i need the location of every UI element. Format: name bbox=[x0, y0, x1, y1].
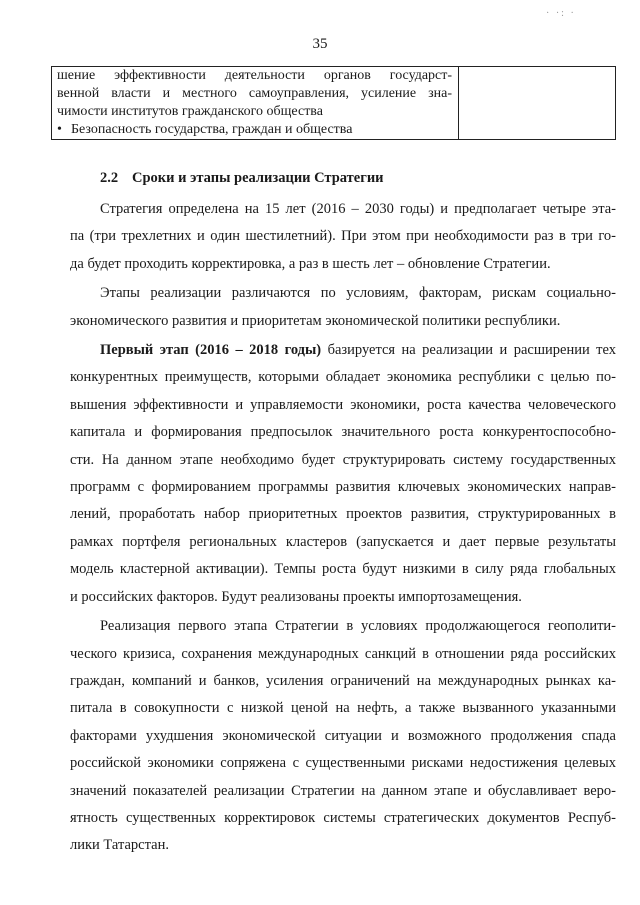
text-line: и российских факторов. Будут реализованы проекты импортозамещения. bbox=[70, 588, 522, 605]
section-number: 2.2 bbox=[100, 170, 119, 186]
paragraph-3 bbox=[70, 337, 616, 611]
text-line: лений, проработать набор приоритетных проектов развития, структурированных в bbox=[70, 506, 616, 523]
text-line: сти. На данном этапе необходимо будет структурировать систему государственных bbox=[70, 451, 616, 468]
text-line: капитала и формирования предпосылок значительного роста конкурентоспособно- bbox=[70, 424, 616, 441]
continuation-table bbox=[51, 66, 616, 140]
text-line: значений показателей реализации Стратегии на данном этапе и обуславливает веро- bbox=[70, 782, 616, 799]
page-number: 35 bbox=[312, 36, 328, 52]
text-line: да будет проходить корректировка, а раз в шесть лет – обновление Стратегии. bbox=[70, 255, 551, 272]
stage-label: Первый этап (2016 – 2018 годы) bbox=[100, 342, 322, 359]
paragraph-4 bbox=[70, 613, 616, 860]
table-cell-line: венной власти и местного самоуправления, усиление зна- bbox=[57, 86, 453, 101]
text-line: рамках портфеля региональных кластеров (запускается и дает первые результаты bbox=[70, 533, 616, 550]
table-cell-left bbox=[52, 67, 459, 140]
table-row bbox=[52, 67, 616, 140]
scan-speck: · ·: · bbox=[546, 8, 576, 19]
bullet-text: Безопасность государства, граждан и общества bbox=[71, 122, 353, 137]
text-line: Этапы реализации различаются по условиям, факторам, рискам социально- bbox=[100, 285, 616, 302]
main-body bbox=[70, 166, 616, 862]
paragraph-2 bbox=[70, 280, 616, 335]
table-cell-line: чимости институтов гражданского общества bbox=[57, 104, 323, 119]
table-cell-line: шение эффективности деятельности органов государст- bbox=[57, 68, 453, 83]
section-heading bbox=[100, 166, 616, 190]
text-line: модель кластерной активации). Темпы роста будут низкими в силу ряда глобальных bbox=[70, 561, 616, 578]
text-line: факторами ухудшения экономической ситуации и возможного продолжения спада bbox=[70, 727, 616, 744]
table-bullet-item bbox=[57, 121, 452, 139]
text-line: питала в совокупности с низкой ценой на нефть, а также вызванного указанными bbox=[70, 700, 616, 717]
section-title: Сроки и этапы реализации Стратегии bbox=[132, 170, 384, 186]
text-line: па (три трехлетних и один шестилетний). При этом при необходимости раз в три го- bbox=[70, 228, 616, 245]
text-line: программ с формированием программы развития ключевых экономических направ- bbox=[70, 479, 616, 496]
bullet-icon: • bbox=[57, 122, 62, 137]
text-line: граждан, компаний и банков, усиления ограничений на международных рынках ка- bbox=[70, 672, 616, 689]
table-cell-right bbox=[459, 67, 616, 140]
text-line: российской экономики сопряжена с существенными рисками недостижения целевых bbox=[70, 755, 616, 772]
text-line: ческого кризиса, сохранения международных санкций в отношении ряда российских bbox=[70, 645, 616, 662]
text-fragment: базируется на реализации и расширении тех bbox=[321, 342, 617, 359]
text-line: лики Татарстан. bbox=[70, 837, 169, 854]
text-line: вышения эффективности и управляемости экономики, роста качества человеческого bbox=[70, 396, 616, 413]
text-line: экономического развития и приоритетам экономической политики республики. bbox=[70, 312, 561, 329]
text-line: конкурентных преимуществ, которыми обладает экономика республики с целью по- bbox=[70, 369, 616, 386]
paragraph-1 bbox=[70, 196, 616, 278]
text-line: Стратегия определена на 15 лет (2016 – 2030 годы) и предполагает четыре эта- bbox=[100, 201, 616, 217]
text-line bbox=[70, 337, 616, 364]
text-line: ятность существенных корректировок системы стратегических документов Респуб- bbox=[70, 809, 616, 826]
text-line: Реализация первого этапа Стратегии в условиях продолжающегося геополити- bbox=[100, 618, 616, 635]
